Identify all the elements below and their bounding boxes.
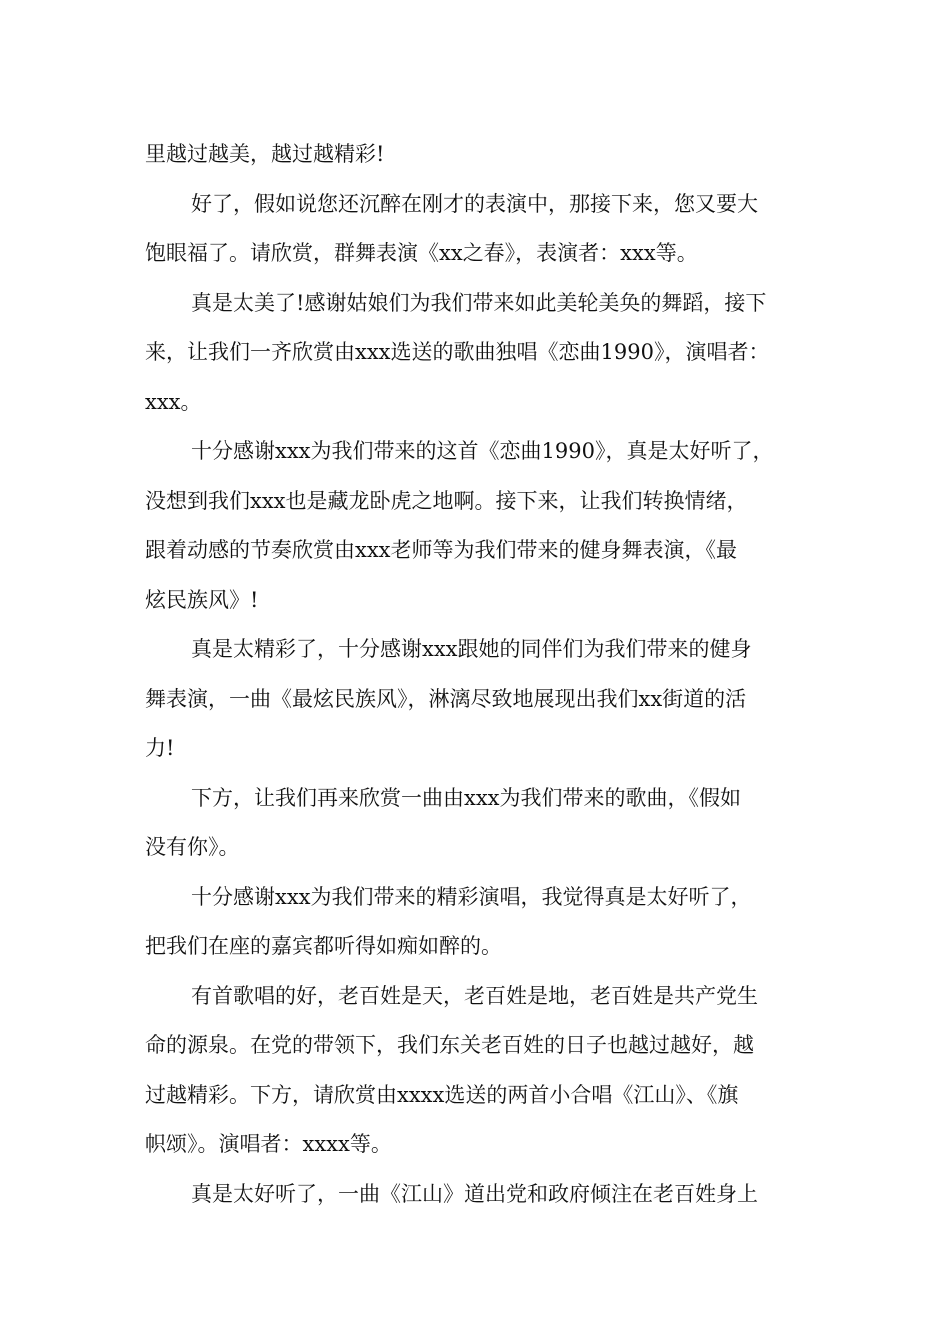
text-line: 十分感谢xxx为我们带来的精彩演唱，我觉得真是太好听了， <box>191 884 752 909</box>
text-line: 饱眼福了。请欣赏，群舞表演《xx之春》，表演者：xxx等。 <box>145 241 698 265</box>
text-line: 十分感谢xxx为我们带来的这首《恋曲1990》，真是太好听了， <box>191 439 774 463</box>
text-line: 下方，让我们再来欣赏一曲由xxx为我们带来的歌曲，《假如 <box>191 785 742 810</box>
text-line: 炫民族风》! <box>145 587 259 612</box>
text-line: 没有你》。 <box>145 835 240 859</box>
text-line: 把我们在座的嘉宾都听得如痴如醉的。 <box>145 934 502 958</box>
text-line: xxx。 <box>145 389 202 414</box>
text-line: 有首歌唱的好，老百姓是天，老百姓是地，老百姓是共产党生 <box>191 983 758 1008</box>
document-body <box>145 130 825 1219</box>
text-line: 来，让我们一齐欣赏由xxx选送的歌曲独唱《恋曲1990》，演唱者： <box>145 340 770 364</box>
text-line: 真是太美了!感谢姑娘们为我们带来如此美轮美奂的舞蹈，接下 <box>191 290 767 315</box>
text-line: 命的源泉。在党的带领下，我们东关老百姓的日子也越过越好，越 <box>145 1033 754 1057</box>
text-line: 真是太精彩了，十分感谢xxx跟她的同伴们为我们带来的健身 <box>191 637 752 661</box>
text-line: 力! <box>145 736 175 760</box>
text-line: 过越精彩。下方，请欣赏由xxxx选送的两首小合唱《江山》、《旗 <box>145 1082 739 1107</box>
text-line: 真是太好听了，一曲《江山》道出党和政府倾注在老百姓身上 <box>191 1181 758 1206</box>
text-line: 帜颂》。演唱者：xxxx等。 <box>145 1132 392 1156</box>
text-line: 里越过越美，越过越精彩! <box>145 142 385 166</box>
text-line: 好了，假如说您还沉醉在刚才的表演中，那接下来，您又要大 <box>191 191 758 216</box>
text-line: 跟着动感的节奏欣赏由xxx老师等为我们带来的健身舞表演，《最 <box>145 538 738 562</box>
text-line: 舞表演，一曲《最炫民族风》，淋漓尽致地展现出我们xx街道的活 <box>145 686 747 711</box>
text-line: 没想到我们xxx也是藏龙卧虎之地啊。接下来，让我们转换情绪， <box>145 488 748 513</box>
